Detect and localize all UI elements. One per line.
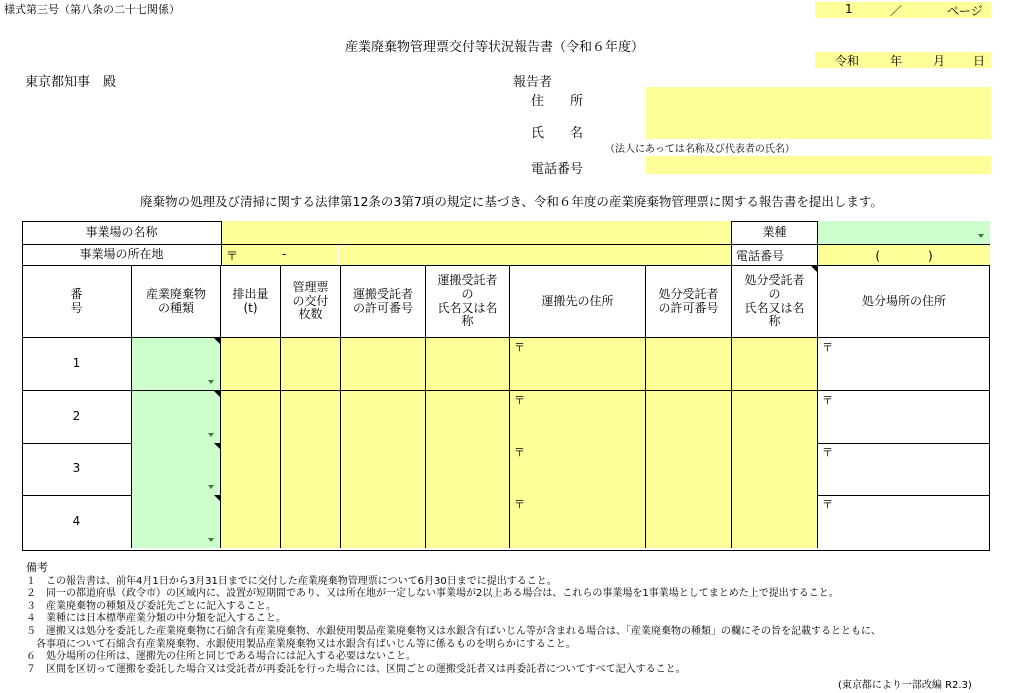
revision-note: (東京都により一部改編 R2.3): [838, 680, 972, 691]
row-3-manifest-count[interactable]: [281, 443, 341, 496]
notes-title: 備考: [26, 561, 48, 574]
header-disposal-permit: 処分受託者 の許可番号: [646, 266, 732, 338]
row-2-transport-permit[interactable]: [341, 391, 426, 444]
row-2-transport-dest[interactable]: [510, 391, 646, 444]
page-number-box[interactable]: [815, 2, 991, 18]
industry-dropdown[interactable]: [818, 221, 990, 245]
row-1-transport-dest[interactable]: [510, 338, 646, 391]
row-3-disposal-permit[interactable]: [646, 443, 732, 496]
row-4-disposal-address[interactable]: [818, 495, 990, 548]
header-disposal-name: 処分受託者 の 氏名又は名 称: [732, 266, 818, 338]
reporter-label: 報告者: [513, 75, 553, 90]
divider: [338, 245, 339, 265]
row-4-manifest-count[interactable]: [281, 495, 341, 548]
row-3-transport-permit[interactable]: [341, 443, 426, 496]
row-3-disposal-address[interactable]: [818, 443, 990, 496]
site-location-label: [22, 245, 222, 266]
row-2-manifest-count[interactable]: [281, 391, 341, 444]
header-number: 番 号: [22, 266, 132, 338]
row-4-disposal-name[interactable]: [732, 495, 818, 548]
row-1-disposal-address[interactable]: [818, 338, 990, 391]
row-3-waste-type[interactable]: [132, 443, 221, 496]
note-item: ２ 同一の都道府県（政令市）の区域内に、設置が短期間であり、又は所在地が一定しない事業場が2以上ある場合は、これらの事業場を1事業場としてまとめた上で提出すること。: [26, 588, 839, 600]
row-1-waste-type[interactable]: [132, 338, 221, 391]
comment-marker-icon: [214, 443, 220, 449]
chevron-down-icon: [978, 234, 984, 238]
row-4-transport-permit[interactable]: [341, 495, 426, 548]
row-3-disposal-name[interactable]: [732, 443, 818, 496]
phone-field[interactable]: [646, 156, 991, 174]
postal-mark: 〒: [822, 498, 833, 511]
site-phone-label: [732, 245, 818, 266]
site-name-field[interactable]: [222, 221, 732, 245]
postal-mark: 〒: [822, 341, 833, 354]
postal-mark: 〒: [514, 394, 525, 407]
row-2-waste-type[interactable]: [132, 391, 221, 444]
address-field[interactable]: [646, 87, 991, 139]
postal-mark: 〒: [514, 498, 525, 511]
site-postal-dash: -: [282, 247, 287, 261]
header-transport-permit: 運搬受託者 の許可番号: [341, 266, 426, 338]
row-3-emission[interactable]: [221, 443, 281, 496]
date-day: 日: [973, 54, 986, 68]
page-separator: ／: [890, 4, 903, 18]
date-box[interactable]: [815, 52, 991, 68]
industry-label-text: 業種: [762, 224, 787, 239]
row-2-disposal-address[interactable]: [818, 391, 990, 444]
note-item: ７ 区間を区切って運搬を委託した場合又は受託者が再委託を行った場合には、区間ごとの運搬受託者又は再委託者についてすべて記入すること。: [26, 663, 686, 675]
date-month: 月: [933, 54, 946, 68]
notes-section: [26, 562, 881, 676]
row-1-transport-name[interactable]: [426, 338, 510, 391]
row-2-disposal-name[interactable]: [732, 391, 818, 444]
site-name-label-text: 事業場の名称: [85, 224, 158, 239]
row-2-disposal-permit[interactable]: [646, 391, 732, 444]
header-transport-dest: 運搬先の住所: [510, 266, 646, 338]
note-item: ６ 処分場所の住所は、運搬先の住所と同じである場合には記入する必要はないこと。: [26, 651, 416, 663]
row-1-number: 1: [22, 338, 132, 391]
row-4-emission[interactable]: [221, 495, 281, 548]
postal-mark: 〒: [514, 446, 525, 459]
header-manifest-count: 管理票 の交付 枚数: [281, 266, 341, 338]
row-1-manifest-count[interactable]: [281, 338, 341, 391]
addressee: 東京都知事 殿: [25, 75, 117, 90]
chevron-down-icon: [208, 538, 214, 542]
report-table: [22, 221, 990, 551]
postal-mark: 〒: [822, 446, 833, 459]
statement: 廃棄物の処理及び清掃に関する法律第12条の3第7項の規定に基づき、令和６年度の産業廃棄物管理票に関する報告書を提出します。: [140, 194, 883, 209]
header-disposal-address: 処分場所の住所: [818, 266, 990, 338]
chevron-down-icon: [208, 485, 214, 489]
name-label: 氏 名: [531, 126, 584, 141]
note-item: ４ 業種には日本標準産業分類の中分類を記入すること。: [26, 613, 286, 625]
name-note: （法人にあっては名称及び代表者の氏名）: [605, 144, 795, 155]
row-4-transport-dest[interactable]: [510, 495, 646, 548]
comment-marker-icon: [214, 338, 220, 344]
address-label: 住 所: [531, 94, 584, 109]
row-2-emission[interactable]: [221, 391, 281, 444]
header-transport-name: 運搬受託者 の 氏名又は名 称: [426, 266, 510, 338]
header-waste-type: 産業廃棄物 の種類: [132, 266, 221, 338]
postal-mark: 〒: [514, 341, 525, 354]
phone-label: 電話番号: [531, 162, 584, 177]
site-name-label: [22, 221, 222, 245]
chevron-down-icon: [208, 380, 214, 384]
comment-marker-icon: [811, 266, 817, 272]
page-unit: ページ: [947, 4, 983, 18]
header-emission: 排出量 (t): [221, 266, 281, 338]
site-postal-mark: 〒: [226, 249, 239, 263]
comment-marker-icon: [214, 495, 220, 501]
row-3-transport-name[interactable]: [426, 443, 510, 496]
page-title: 産業廃棄物管理票交付等状況報告書（令和６年度）: [345, 40, 645, 55]
row-2-transport-name[interactable]: [426, 391, 510, 444]
page-current: 1: [845, 2, 853, 16]
industry-label: [732, 221, 818, 245]
note-item: ５ 運搬又は処分を委託した産業廃棄物に石綿含有産業廃棄物、水銀使用製品産業廃棄物又は水銀含有ばいじん等が含まれる場合は、「産業廃棄物の種類」の欄にその旨を記載するとともに、: [26, 625, 881, 637]
date-era: 令和: [835, 54, 860, 68]
row-3-transport-dest[interactable]: [510, 443, 646, 496]
site-location-field[interactable]: [222, 245, 732, 266]
date-year: 年: [890, 54, 903, 68]
row-4-transport-name[interactable]: [426, 495, 510, 548]
row-1-disposal-name[interactable]: [732, 338, 818, 391]
row-3-number: 3: [22, 443, 132, 496]
note-item: １ この報告書は、前年4月1日から3月31日までに交付した産業廃棄物管理票について6月30日までに提出すること。: [26, 575, 557, 587]
row-1-disposal-permit[interactable]: [646, 338, 732, 391]
site-phone-label-text: 電話番号: [736, 248, 785, 263]
row-4-number: 4: [22, 495, 132, 548]
site-location-label-text: 事業場の所在地: [79, 247, 164, 262]
note-item: 各事項について石綿含有産業廃棄物、水銀使用製品産業廃棄物又は水銀含有ばいじん等に係るものを明らかにすること。: [26, 638, 576, 650]
chevron-down-icon: [208, 433, 214, 437]
row-1-emission[interactable]: [221, 338, 281, 391]
site-phone-parens: ( ): [875, 248, 933, 263]
note-item: ３ 産業廃棄物の種類及び委託先ごとに記入すること。: [26, 600, 276, 612]
row-2-number: 2: [22, 391, 132, 444]
row-1-transport-permit[interactable]: [341, 338, 426, 391]
row-4-waste-type[interactable]: [132, 495, 221, 548]
form-number: 様式第三号（第八条の二十七関係）: [4, 3, 180, 16]
comment-marker-icon: [214, 391, 220, 397]
row-4-disposal-permit[interactable]: [646, 495, 732, 548]
site-phone-field[interactable]: [818, 245, 990, 266]
postal-mark: 〒: [822, 394, 833, 407]
